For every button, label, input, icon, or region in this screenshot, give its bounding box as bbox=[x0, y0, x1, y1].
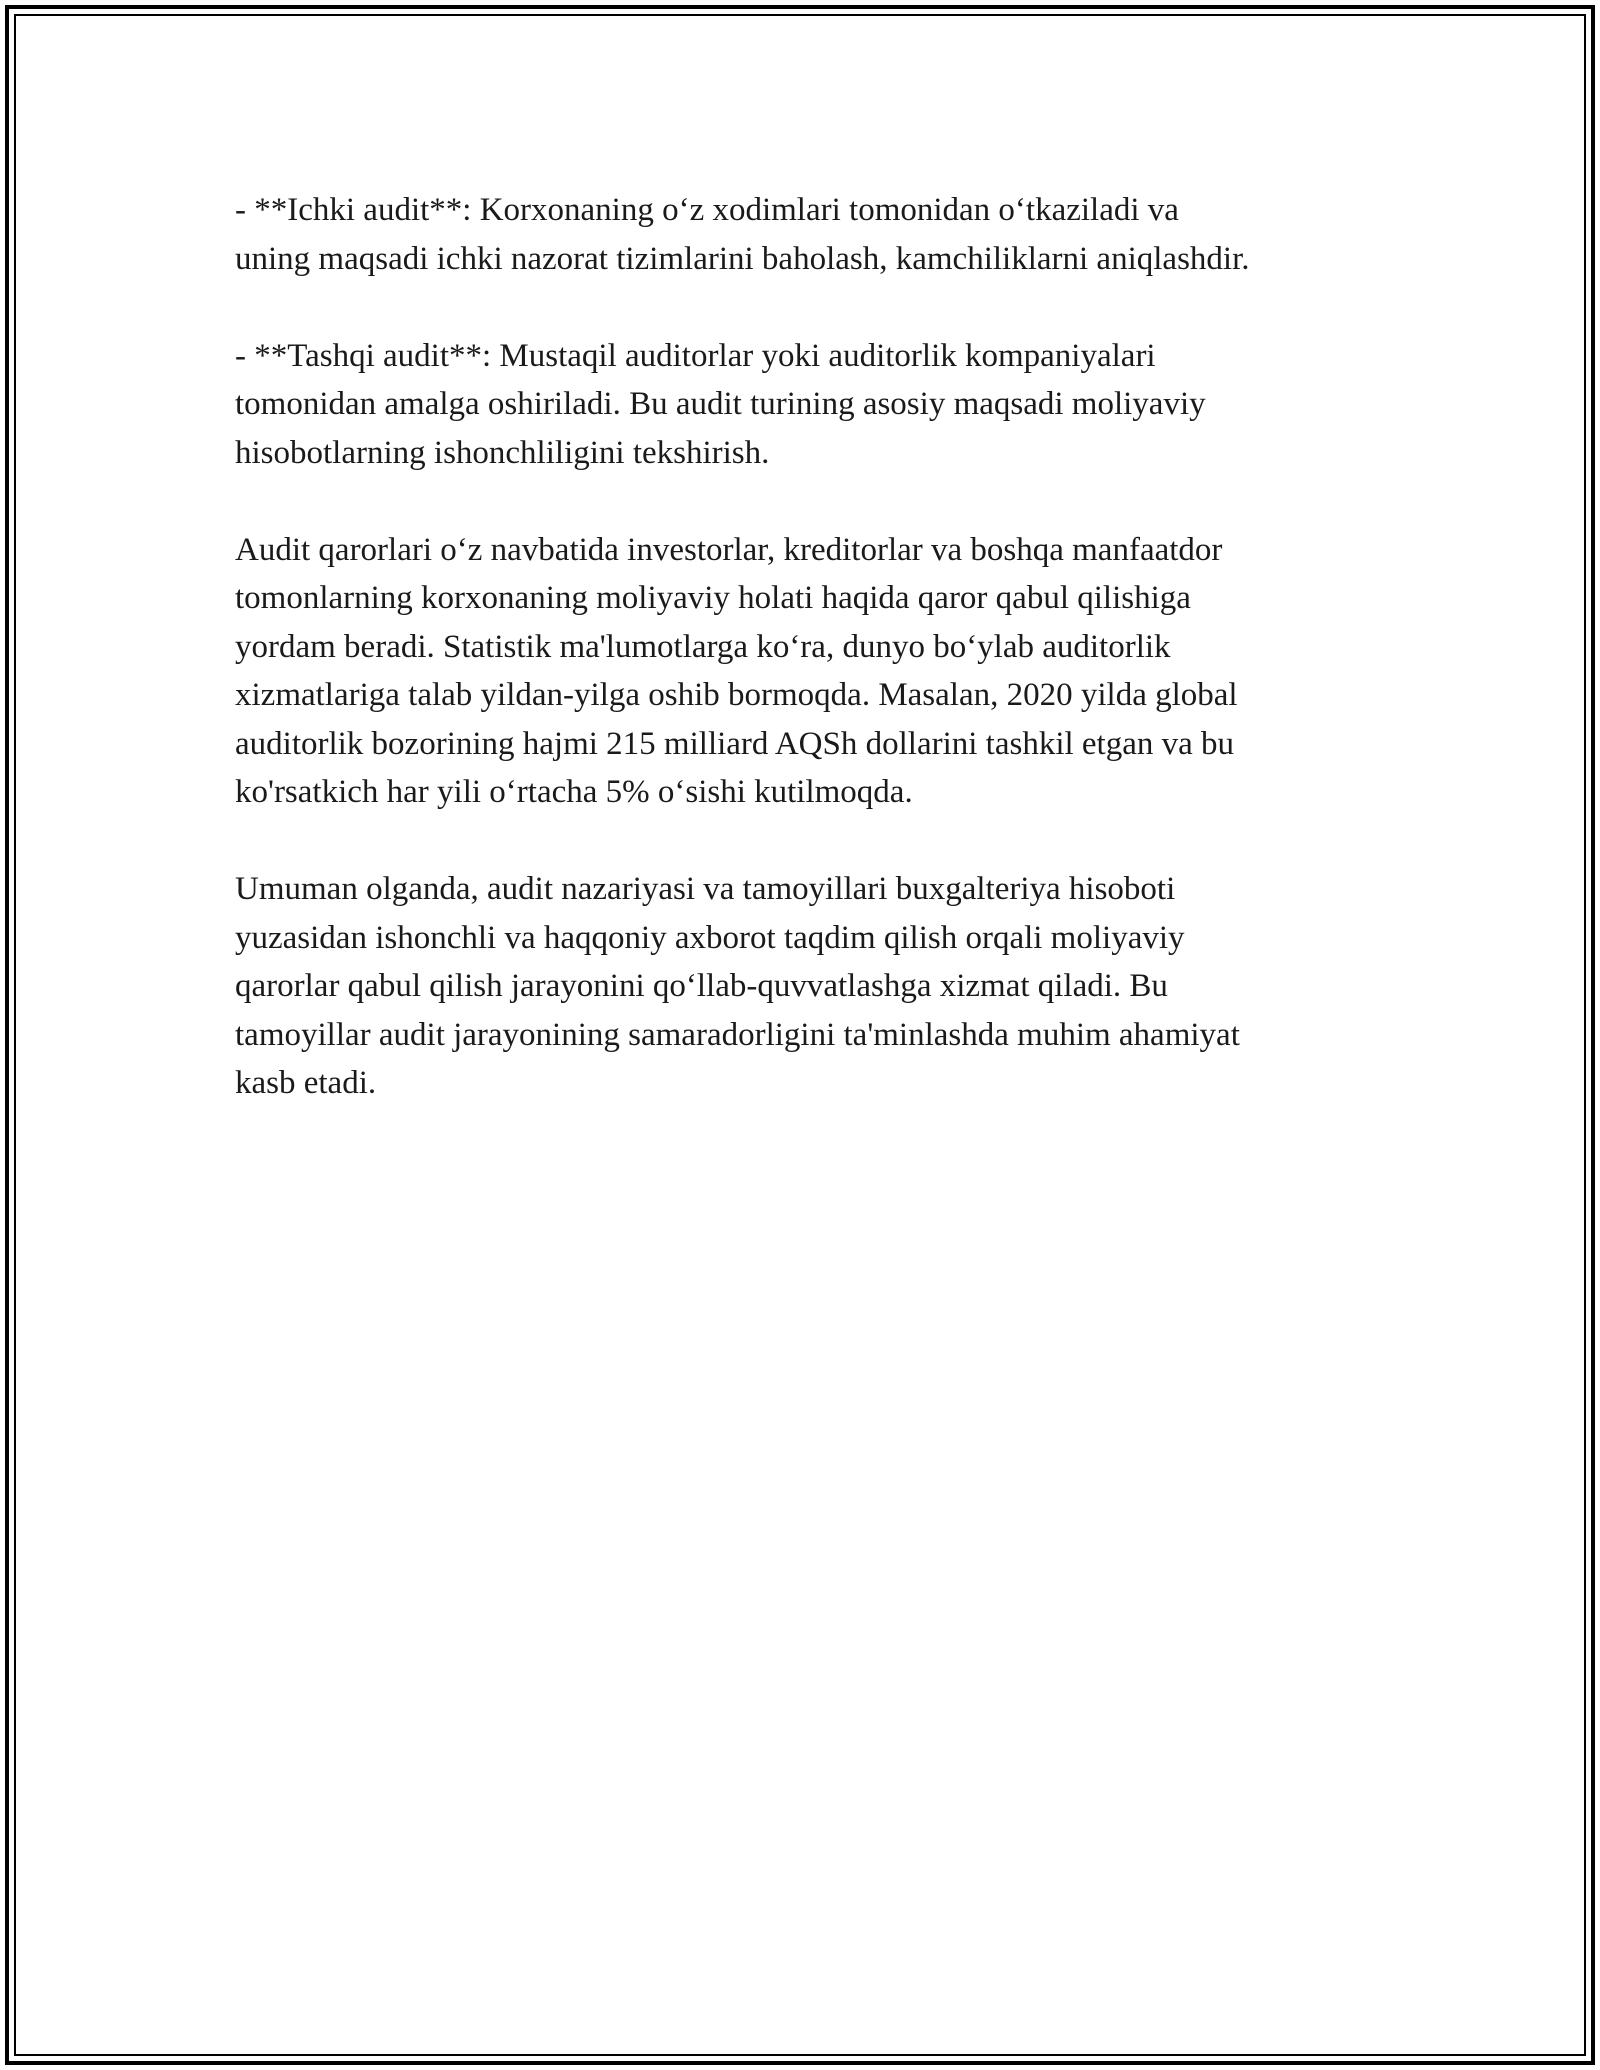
paragraph-internal-audit: - **Ichki audit**: Korxonaning o‘z xodimlari tomonidan o‘tkaziladi va uning maqsadi ichki nazorat tizimlarini baholash, kamchiliklarni aniqlashdir. bbox=[235, 192, 1250, 277]
paragraph-external-audit: - **Tashqi audit**: Mustaqil auditorlar yoki auditorlik kompaniyalari tomonidan amalga oshiriladi. Bu audit turining asosiy maqsadi moliyaviy hisobotlarning ishonchliligini tekshirish. bbox=[235, 337, 1206, 471]
document-body bbox=[235, 186, 1395, 1156]
paragraph-audit-decisions: Audit qarorlari o‘z navbatida investorlar, kreditorlar va boshqa manfaatdor tomonlarning korxonaning moliyaviy holati haqida qaror qabul qilishiga yordam beradi. Statistik ma'lumotlarga ko‘ra, dunyo bo‘ylab auditorlik xizmatlariga talab yildan-yilga oshib bormoqda. Masalan, 2020 yilda global auditorlik bozorining hajmi 215 milliard AQSh dollarini tashkil etgan va bu ko'rsatkich har yili o‘rtacha 5% o‘sishi kutilmoqda. bbox=[235, 531, 1238, 810]
paragraph-conclusion: Umuman olganda, audit nazariyasi va tamoyillari buxgalteriya hisoboti yuzasidan ishonchli va haqqoniy axborot taqdim qilish orqali moliyaviy qarorlar qabul qilish jarayonini qo‘llab-quvvatlashga xizmat qiladi. Bu tamoyillar audit jarayonining samaradorligini ta'minlashda muhim ahamiyat kasb etadi. bbox=[235, 871, 1240, 1101]
